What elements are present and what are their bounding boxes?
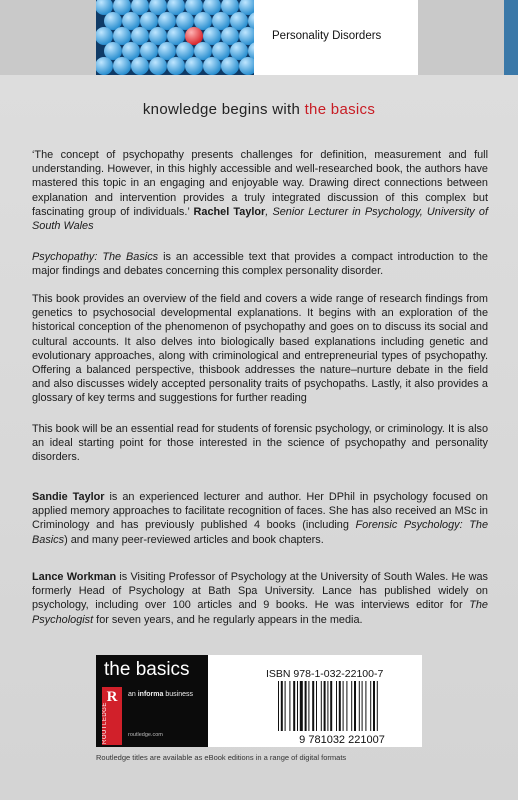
barcode-bar <box>321 681 322 731</box>
series-label: Personality Disorders <box>272 30 382 42</box>
blue-sphere <box>176 12 194 30</box>
blue-sphere <box>194 12 212 30</box>
barcode-bar <box>308 681 309 731</box>
barcode-bar <box>300 681 303 731</box>
blue-sphere <box>122 42 140 60</box>
barcode-bar <box>351 681 352 731</box>
isbn: ISBN 978-1-032-22100-7 <box>266 668 384 680</box>
red-sphere <box>185 27 203 45</box>
author-book-title: Forensic Psychology: The Basics <box>32 519 489 546</box>
author-bio-workman <box>32 570 488 627</box>
blue-sphere <box>149 57 167 75</box>
blue-sphere <box>167 57 185 75</box>
blue-sphere <box>203 27 221 45</box>
barcode-bar <box>281 681 283 731</box>
blue-sphere <box>149 27 167 45</box>
barcode-bar <box>377 681 378 731</box>
barcode-bar <box>336 681 337 731</box>
blue-sphere <box>194 42 212 60</box>
magazine-title: The Psychologist <box>32 599 488 626</box>
author-name: Lance Workman <box>32 571 117 583</box>
tagline <box>0 101 518 118</box>
series-box <box>254 0 418 75</box>
barcode-bar <box>327 681 328 731</box>
blue-sphere <box>230 42 248 60</box>
quote-affiliation: , Senior Lecturer in Psychology, University of South Wales <box>32 205 488 233</box>
blue-sphere <box>96 27 113 45</box>
barcode-bar <box>373 681 375 731</box>
basics-block <box>96 655 208 747</box>
blue-sphere <box>221 57 239 75</box>
barcode-bar <box>370 681 371 731</box>
author-bio-taylor <box>32 490 488 547</box>
barcode-bar <box>305 681 307 731</box>
barcode-bar <box>297 681 298 731</box>
barcode-bar <box>312 681 314 731</box>
barcode-bar <box>362 681 363 731</box>
barcode-bar <box>346 681 347 731</box>
book-title: Psychopathy: The Basics <box>32 251 159 263</box>
informa-suffix: business <box>163 691 193 698</box>
isbn-barcode <box>272 681 412 745</box>
blue-sphere <box>158 42 176 60</box>
tagline-prefix: knowledge begins with <box>142 101 305 118</box>
routledge-logo <box>102 687 122 745</box>
barcode-bar <box>343 681 344 731</box>
informa-line <box>128 691 193 698</box>
barcode-bar <box>289 681 290 731</box>
informa-name: informa <box>137 691 164 698</box>
blue-sphere <box>113 57 131 75</box>
author-bio-text: is Visiting Professor of Psychology at the University of South Wales. He was formerly Head of Psychology at Bath Spa University. Lance has published widely on psychology, including over 100 articles and 9 books. He was interviews editor for <box>32 571 488 612</box>
blue-sphere <box>104 42 122 60</box>
footer-box <box>96 655 422 747</box>
audience-paragraph: This book will be an essential read for students of forensic psychology, or criminology. It is also an ideal starting point for those interested in the science of psychopathy and personality disorders. <box>32 423 488 464</box>
blue-sphere <box>104 12 122 30</box>
barcode-bar <box>365 681 366 731</box>
publisher-url: routledge.com <box>128 732 163 738</box>
barcode-bar <box>293 681 295 731</box>
spine-strip <box>504 0 518 75</box>
blue-sphere <box>221 27 239 45</box>
blue-sphere <box>185 57 203 75</box>
blue-sphere <box>113 27 131 45</box>
endorsement-quote <box>32 148 488 233</box>
blue-sphere <box>212 42 230 60</box>
barcode-bar <box>278 681 279 731</box>
overview-paragraph: This book provides an overview of the field and covers a wide range of research findings from genetics to psychosocial developmental explanations. It begins with an exploration of the historical conception of the phenomenon of psychopathy and goes on to discuss its social and cultural accounts. It also delves into biologically based explanations including genetic and evolutionary approaches, along with criminological and entrepreneurial types of psychopathy. Offering a balanced perspective, thisbook addresses the nature–nurture debate in the field and also discusses widely accepted personality traits of psychopaths. Lastly, it also provides a glossary of key terms and suggestions for further reading <box>32 293 488 405</box>
barcode-bar <box>339 681 341 731</box>
ebook-note: Routledge titles are available as eBook editions in a range of digital formats <box>96 753 347 762</box>
spheres-image <box>96 0 254 75</box>
informa-prefix: an <box>128 691 138 698</box>
blue-sphere <box>140 42 158 60</box>
barcode-bars <box>278 681 378 731</box>
blue-sphere <box>176 42 194 60</box>
barcode-bar <box>359 681 360 731</box>
author-bio-text: is an experienced lecturer and author. Her DPhil in psychology focused on applied memory approaches to facilitate recognition of faces. She has also received an MSc in Criminology and has previously published 4 books (including <box>32 491 488 532</box>
quote-author: Rachel Taylor <box>193 205 266 218</box>
barcode-digits: 9 781032 221007 <box>299 734 385 745</box>
barcode-bar <box>330 681 332 731</box>
blue-sphere <box>212 12 230 30</box>
blue-sphere <box>167 27 185 45</box>
routledge-logo-word: ROUTLEDGE <box>102 702 108 744</box>
intro-text: is an accessible text that provides a compact introduction to the major findings and debates concerning this complex personality disorder. <box>32 251 488 278</box>
tagline-accent: the basics <box>304 101 376 118</box>
barcode-bar <box>324 681 326 731</box>
barcode-bar <box>354 681 356 731</box>
blue-sphere <box>230 12 248 30</box>
blue-sphere <box>203 57 221 75</box>
author-name: Sandie Taylor <box>32 491 105 503</box>
barcode-bar <box>285 681 286 731</box>
blue-sphere <box>131 57 149 75</box>
basics-title: the basics <box>104 659 190 680</box>
quote-text: ‘The concept of psychopathy presents challenges for definition, measurement and full understanding. However, in this highly accessible and well-researched book, the authors have mastered this topic in an engaging and enjoyable way. Drawing direct connections between explanation and intervention provides a truly integrated discussion of this complex but fascinating group of individuals.’ <box>32 149 488 218</box>
intro-paragraph <box>32 250 488 278</box>
blue-sphere <box>131 27 149 45</box>
routledge-logo-letter: R <box>106 689 118 705</box>
blue-sphere <box>122 12 140 30</box>
spheres-graphic <box>96 0 254 75</box>
blue-sphere <box>96 57 113 75</box>
author-bio-text: for seven years, and he regularly appears in the media. <box>93 613 363 626</box>
blue-sphere <box>140 12 158 30</box>
blue-sphere <box>158 12 176 30</box>
barcode-bar <box>316 681 317 731</box>
author-bio-text: ) and many peer-reviewed articles and book chapters. <box>64 533 324 546</box>
